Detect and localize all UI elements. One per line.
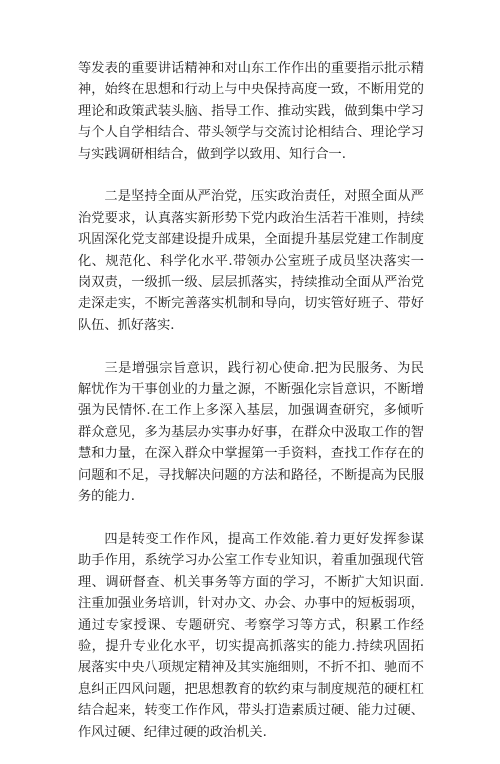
- paragraph-three-service-awareness: 三是增强宗旨意识，践行初心使命.把为民服务、为民解忧作为干事创业的力量之源，不断强化宗旨意识，不断增强为民情怀.在工作上多深入基层，加强调查研究，多倾听群众意见，多为基层办实事办好事，在群众中汲取工作的智慧和力量，在深入群众中掌握第一手资料，查找工作存在的问题和不足，寻找解决问题的方法和路径，不断提高为民服务的能力.: [78, 360, 424, 505]
- paragraph-four-work-style: 四是转变工作作风，提高工作效能.着力更好发挥参谋助手作用，系统学习办公室工作专业知识，着重加强现代管理、调研督查、机关事务等方面的学习，不断扩大知识面.注重加强业务培训，针对办文、办会、办事中的短板弱项，通过专家授课、专题研究、考察学习等方式，积累工作经验，提升专业化水平，切实提高抓落实的能力.持续巩固拓展落实中央八项规定精神及其实施细则，不折不扣、驰而不息纠正四风问题，把思想教育的软约束与制度规范的硬杠杠结合起来，转变工作作风，带头打造素质过硬、能力过硬、作风过硬、纪律过硬的政治机关.: [78, 531, 424, 740]
- paragraph-continuation: 等发表的重要讲话精神和对山东工作作出的重要指示批示精神，始终在思想和行动上与中央保持高度一致，不断用党的理论和政策武装头脑、指导工作、推动实践，做到集中学习与个人自学相结合、带头领学与交流讨论相结合、理论学习与实践调研相结合，做到学以致用、知行合一.: [78, 61, 424, 162]
- document-page: [78, 58, 424, 764]
- paragraph-two-party-governance: 二是坚持全面从严治党，压实政治责任，对照全面从严治党要求，认真落实新形势下党内政治生活若干准则，持续巩固深化党支部建设提升成果，全面提升基层党建工作制度化、规范化、科学化水平.带领办公室班子成员坚决落实一岗双责，一级抓一级、层层抓落实，持续推动全面从严治党走深走实，不断完善落实机制和导向，切实管好班子、带好队伍、抓好落实.: [78, 189, 424, 333]
